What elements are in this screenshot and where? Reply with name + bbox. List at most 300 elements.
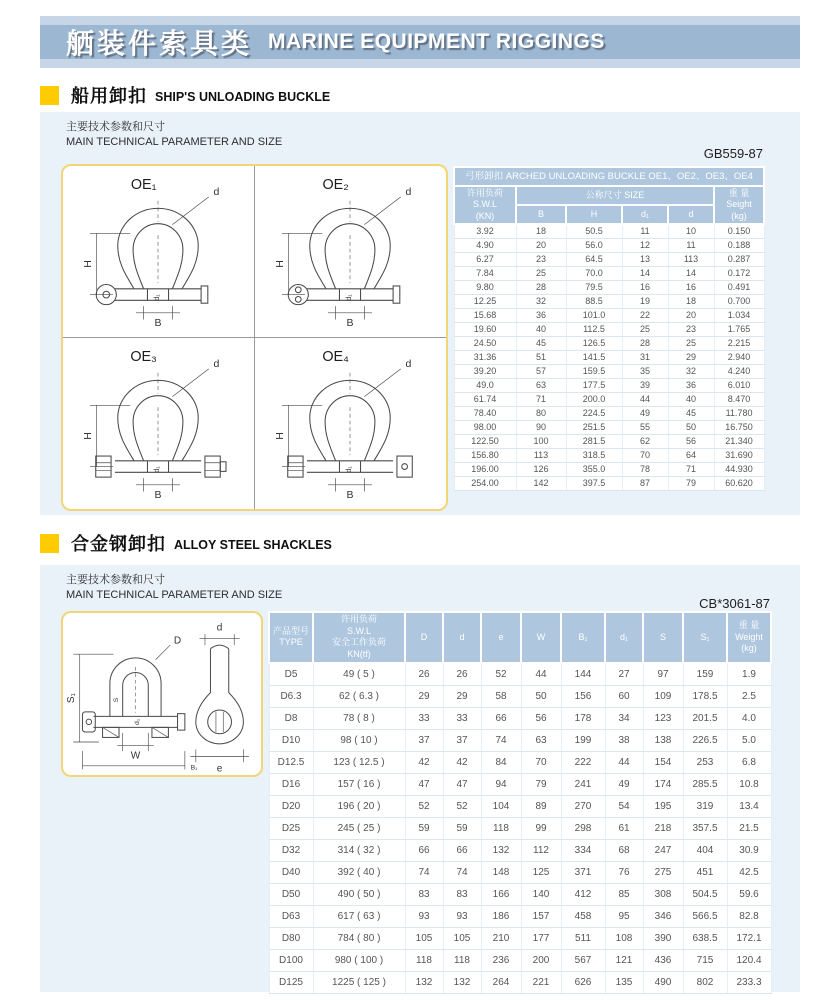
table-row <box>454 406 764 420</box>
table-cell: 105 <box>405 927 443 949</box>
table-cell: 93 <box>443 905 481 927</box>
table-row <box>454 364 764 378</box>
col-header-size-group <box>516 186 714 205</box>
table-row <box>269 949 771 971</box>
table-cell: 29 <box>668 350 714 364</box>
table-cell: 23 <box>668 322 714 336</box>
table-cell: 51 <box>516 350 566 364</box>
table-cell: 334 <box>561 839 605 861</box>
table-cell: 123 <box>643 707 683 729</box>
table-cell: 2.215 <box>714 336 764 350</box>
table-cell: 186 <box>481 905 521 927</box>
table-cell: 42 <box>405 751 443 773</box>
swl-zh: 许用负荷 <box>466 188 503 198</box>
section2-heading <box>40 530 332 556</box>
table-cell: 178 <box>561 707 605 729</box>
table-cell: 0.150 <box>714 224 764 239</box>
table-cell: 78.40 <box>454 406 516 420</box>
table-cell: 8.470 <box>714 392 764 406</box>
col-header-S: S <box>643 612 683 663</box>
table-cell: 31.36 <box>454 350 516 364</box>
table-cell: 84 <box>481 751 521 773</box>
table-cell: 196.00 <box>454 462 516 476</box>
table-cell: 42.5 <box>727 861 771 883</box>
yellow-bullet-icon <box>40 86 59 105</box>
bow-shackle-diagram-oe1 <box>67 171 249 331</box>
table-cell: 52 <box>481 663 521 686</box>
table-row <box>269 883 771 905</box>
col-header-W: W <box>521 612 561 663</box>
table-row <box>454 448 764 462</box>
table-cell: 222 <box>561 751 605 773</box>
weight-en: Seight <box>726 199 752 210</box>
table-cell: 159.5 <box>566 364 622 378</box>
table-cell: 36 <box>516 308 566 322</box>
table-cell: 122.50 <box>454 434 516 448</box>
table-cell: 112 <box>521 839 561 861</box>
table-cell: 199 <box>561 729 605 751</box>
table-cell: 148 <box>481 861 521 883</box>
section2-title-zh: 合金钢卸扣 <box>71 534 166 554</box>
table-cell: 638.5 <box>683 927 727 949</box>
table-cell: 397.5 <box>566 476 622 490</box>
table-cell: 21.5 <box>727 817 771 839</box>
table-cell: 166 <box>481 883 521 905</box>
weight-l2: Weight <box>735 631 763 642</box>
table-cell: 245 ( 25 ) <box>313 817 405 839</box>
table-cell: 113 <box>516 448 566 462</box>
table-cell: 15.68 <box>454 308 516 322</box>
table-cell: 3.92 <box>454 224 516 239</box>
table-row <box>269 817 771 839</box>
table-cell: 0.700 <box>714 294 764 308</box>
section1-title-zh: 船用卸扣 <box>71 86 147 106</box>
table-cell: 35 <box>622 364 668 378</box>
param-en: MAIN TECHNICAL PARAMETER AND SIZE <box>66 136 283 149</box>
table-cell: 10.8 <box>727 773 771 795</box>
table-cell: 118 <box>443 949 481 971</box>
table-cell: 31.690 <box>714 448 764 462</box>
swl-unit: (KN) <box>475 210 495 221</box>
table-cell: 6.27 <box>454 252 516 266</box>
table-cell: 298 <box>561 817 605 839</box>
table-row <box>269 971 771 993</box>
table-cell: 566.5 <box>683 905 727 927</box>
section2-title-en: ALLOY STEEL SHACKLES <box>174 538 332 552</box>
table-cell: 94 <box>481 773 521 795</box>
page-title-en: MARINE EQUIPMENT RIGGINGS <box>268 30 605 53</box>
table-cell: 196 ( 20 ) <box>313 795 405 817</box>
table-row <box>454 336 764 350</box>
dim-label-S1: S₁ <box>66 693 78 704</box>
table-cell: 458 <box>561 905 605 927</box>
table-cell: 392 ( 40 ) <box>313 861 405 883</box>
table-cell: 38 <box>605 729 643 751</box>
table-cell: 83 <box>405 883 443 905</box>
table-cell: 56 <box>521 707 561 729</box>
table-cell: 1.9 <box>727 663 771 686</box>
table-cell: 318.5 <box>566 448 622 462</box>
table-cell: 371 <box>561 861 605 883</box>
table-cell: 80 <box>516 406 566 420</box>
table-cell: 20 <box>516 238 566 252</box>
table-row <box>269 839 771 861</box>
table-row <box>269 729 771 751</box>
table-cell: 390 <box>643 927 683 949</box>
table-cell: 64 <box>668 448 714 462</box>
table-cell: 59.6 <box>727 883 771 905</box>
table-cell: 226.5 <box>683 729 727 751</box>
table-cell: 195 <box>643 795 683 817</box>
col-header-weight <box>714 186 764 224</box>
table-cell: 74 <box>481 729 521 751</box>
table-cell: 567 <box>561 949 605 971</box>
table-cell: D32 <box>269 839 313 861</box>
table-cell: 36 <box>668 378 714 392</box>
col-header-weight <box>727 612 771 663</box>
table-cell: 132 <box>481 839 521 861</box>
table-cell: 42 <box>443 751 481 773</box>
table-cell: 90 <box>516 420 566 434</box>
table2-body <box>269 663 771 994</box>
table-cell: 126.5 <box>566 336 622 350</box>
table-cell: 251.5 <box>566 420 622 434</box>
table-cell: 142 <box>516 476 566 490</box>
table-cell: 101.0 <box>566 308 622 322</box>
table-cell: 11 <box>668 238 714 252</box>
table-cell: 224.5 <box>566 406 622 420</box>
table-cell: 88.5 <box>566 294 622 308</box>
table-cell: 141.5 <box>566 350 622 364</box>
table-cell: 105 <box>443 927 481 949</box>
table-cell: 82.8 <box>727 905 771 927</box>
table-cell: 79 <box>521 773 561 795</box>
table-cell: 24.50 <box>454 336 516 350</box>
table-cell: 25 <box>668 336 714 350</box>
section2-panel <box>40 565 800 992</box>
table-cell: 6.010 <box>714 378 764 392</box>
table-cell: 61.74 <box>454 392 516 406</box>
table-cell: 253 <box>683 751 727 773</box>
alloy-shackle-table <box>268 611 772 994</box>
variant-label-oe1: OE₁ <box>131 177 157 194</box>
weight-zh: 重 量 <box>728 188 750 198</box>
table-cell: D16 <box>269 773 313 795</box>
diagram-cell-oe3 <box>63 338 255 510</box>
col-header-swl <box>454 186 516 224</box>
dim-label-D: D <box>173 635 182 647</box>
table-cell: 157 ( 16 ) <box>313 773 405 795</box>
table-cell: 61 <box>605 817 643 839</box>
table-cell: 27 <box>605 663 643 686</box>
section1-heading <box>40 82 330 108</box>
table-cell: 50 <box>668 420 714 434</box>
diagram-cell-oe1 <box>63 166 255 338</box>
weight-l1: 重 量 <box>738 619 760 630</box>
col-header-B: B <box>516 205 566 224</box>
table-cell: 218 <box>643 817 683 839</box>
table-cell: 156 <box>561 685 605 707</box>
table-cell: 31 <box>622 350 668 364</box>
table-cell: 59 <box>405 817 443 839</box>
table-cell: 56.0 <box>566 238 622 252</box>
table-cell: 98.00 <box>454 420 516 434</box>
type-en: TYPE <box>279 637 303 648</box>
table-cell: 52 <box>443 795 481 817</box>
table-cell: 118 <box>405 949 443 971</box>
table-cell: 201.5 <box>683 707 727 729</box>
table-cell: 19 <box>622 294 668 308</box>
col-header-d1: d₁ <box>622 205 668 224</box>
table-row <box>454 378 764 392</box>
table-cell: 26 <box>443 663 481 686</box>
table-cell: 68 <box>605 839 643 861</box>
table-cell: 71 <box>668 462 714 476</box>
table-row <box>269 905 771 927</box>
table-cell: 0.287 <box>714 252 764 266</box>
table-row <box>269 685 771 707</box>
table-cell: 99 <box>521 817 561 839</box>
table-cell: 16 <box>622 280 668 294</box>
size-en: SIZE <box>624 189 645 200</box>
table-cell: 22 <box>622 308 668 322</box>
table-cell: 6.8 <box>727 751 771 773</box>
table-cell: 504.5 <box>683 883 727 905</box>
table-cell: 357.5 <box>683 817 727 839</box>
table-cell: 19.60 <box>454 322 516 336</box>
page-title-zh: 舾装件索具类 <box>66 28 253 59</box>
variant-label-oe4: OE₄ <box>322 349 350 366</box>
table-row <box>454 420 764 434</box>
table-cell: 200 <box>521 949 561 971</box>
table-cell: D25 <box>269 817 313 839</box>
table-cell: 140 <box>521 883 561 905</box>
table-cell: 33 <box>443 707 481 729</box>
param-en: MAIN TECHNICAL PARAMETER AND SIZE <box>66 589 283 602</box>
dim-label-B1: B₁ <box>190 764 198 772</box>
table-cell: D63 <box>269 905 313 927</box>
table-cell: 120.4 <box>727 949 771 971</box>
section1-param-label <box>66 120 282 151</box>
table-row <box>269 927 771 949</box>
table-cell: 87 <box>622 476 668 490</box>
arched-buckle-table <box>453 166 765 491</box>
table-cell: 76 <box>605 861 643 883</box>
bow-shackle-diagram-oe3 <box>67 343 249 503</box>
table-cell: 18 <box>516 224 566 239</box>
table-cell: 802 <box>683 971 727 993</box>
table-cell: 44 <box>622 392 668 406</box>
weight-unit: (kg) <box>731 210 747 221</box>
table-cell: 62 <box>622 434 668 448</box>
table-cell: 18 <box>668 294 714 308</box>
table-cell: 135 <box>605 971 643 993</box>
table-cell: 25 <box>516 266 566 280</box>
section2-param-label <box>66 573 282 604</box>
table-cell: 44.930 <box>714 462 764 476</box>
shackle-diagram-box <box>61 164 448 511</box>
table-row <box>454 392 764 406</box>
table-cell: 49 <box>605 773 643 795</box>
table-cell: 32 <box>668 364 714 378</box>
table-cell: 12.25 <box>454 294 516 308</box>
table-cell: 29 <box>405 685 443 707</box>
yellow-bullet-icon <box>40 534 59 553</box>
table-cell: 178.5 <box>683 685 727 707</box>
table-cell: D40 <box>269 861 313 883</box>
table-cell: 28 <box>622 336 668 350</box>
table-cell: 70 <box>521 751 561 773</box>
table-cell: 49 ( 5 ) <box>313 663 405 686</box>
table-cell: 79.5 <box>566 280 622 294</box>
table-cell: 45 <box>668 406 714 420</box>
table-cell: 50 <box>521 685 561 707</box>
table-cell: 16.750 <box>714 420 764 434</box>
table-cell: 37 <box>443 729 481 751</box>
table-row <box>454 252 764 266</box>
table-cell: 2.940 <box>714 350 764 364</box>
table-cell: 23 <box>516 252 566 266</box>
table-row <box>269 751 771 773</box>
table-cell: 200.0 <box>566 392 622 406</box>
table-cell: 98 ( 10 ) <box>313 729 405 751</box>
table-cell: 64.5 <box>566 252 622 266</box>
table-cell: 1.034 <box>714 308 764 322</box>
dim-label-W: W <box>130 750 141 762</box>
table-cell: 2.5 <box>727 685 771 707</box>
col-header-swl <box>313 612 405 663</box>
table-cell: 45 <box>516 336 566 350</box>
table-row <box>454 434 764 448</box>
table1-header <box>454 167 764 224</box>
table-cell: 28 <box>516 280 566 294</box>
variant-label-oe2: OE₂ <box>322 177 350 194</box>
table-cell: 74 <box>405 861 443 883</box>
table-cell: 66 <box>443 839 481 861</box>
table-cell: 100 <box>516 434 566 448</box>
col-header-S1: S₁ <box>683 612 727 663</box>
table-cell: 125 <box>521 861 561 883</box>
table-cell: 14 <box>622 266 668 280</box>
weight-l3: (kg) <box>741 643 757 654</box>
dim-label-d: d <box>216 622 223 634</box>
table-row <box>269 795 771 817</box>
diagram-cell-oe2 <box>255 166 447 338</box>
table-cell: 85 <box>605 883 643 905</box>
table-cell: 177 <box>521 927 561 949</box>
col-header-H: H <box>566 205 622 224</box>
table-cell: 1225 ( 125 ) <box>313 971 405 993</box>
table1-banner: 弓形卸扣 ARCHED UNLOADING BUCKLE OE1、OE2、OE3、OE4 <box>454 167 764 186</box>
col-header-d1: d₁ <box>605 612 643 663</box>
table-cell: 30.9 <box>727 839 771 861</box>
table-cell: 29 <box>443 685 481 707</box>
dim-label-e: e <box>216 763 223 774</box>
table-cell: D125 <box>269 971 313 993</box>
table-cell: 20 <box>668 308 714 322</box>
table-cell: 78 ( 8 ) <box>313 707 405 729</box>
param-zh: 主要技术参数和尺寸 <box>66 574 165 586</box>
table-cell: 264 <box>481 971 521 993</box>
col-header-d: d <box>668 205 714 224</box>
table-cell: 74 <box>443 861 481 883</box>
table-cell: 4.240 <box>714 364 764 378</box>
table-cell: 40 <box>516 322 566 336</box>
table-row <box>454 476 764 490</box>
table-cell: 49.0 <box>454 378 516 392</box>
table-cell: 0.188 <box>714 238 764 252</box>
table-cell: D5 <box>269 663 313 686</box>
table-row <box>454 462 764 476</box>
table-cell: D10 <box>269 729 313 751</box>
swl-l3: 安全工作负荷 <box>331 637 386 648</box>
swl-en: S.W.L <box>472 199 497 210</box>
table-row <box>454 238 764 252</box>
table-cell: 97 <box>643 663 683 686</box>
table-cell: 66 <box>481 707 521 729</box>
col-header-e: e <box>481 612 521 663</box>
table-row <box>269 707 771 729</box>
table-row <box>454 308 764 322</box>
table-cell: 285.5 <box>683 773 727 795</box>
table-cell: 39 <box>622 378 668 392</box>
dim-label-d1: d₁ <box>134 718 142 725</box>
table-cell: 34 <box>605 707 643 729</box>
table-cell: 55 <box>622 420 668 434</box>
dim-label-S: S <box>113 697 121 703</box>
table-cell: 118 <box>481 817 521 839</box>
table-cell: 784 ( 80 ) <box>313 927 405 949</box>
dee-shackle-diagram-box <box>61 611 263 777</box>
table-cell: 159 <box>683 663 727 686</box>
table-cell: 57 <box>516 364 566 378</box>
table-cell: 14 <box>668 266 714 280</box>
table-cell: 156.80 <box>454 448 516 462</box>
table-row <box>454 294 764 308</box>
col-header-D: D <box>405 612 443 663</box>
table-cell: 172.1 <box>727 927 771 949</box>
table-cell: 404 <box>683 839 727 861</box>
bow-shackle-diagram-oe4 <box>259 343 441 503</box>
table-row <box>454 224 764 239</box>
standard-code-gb: GB559-87 <box>703 146 763 161</box>
table-cell: 47 <box>443 773 481 795</box>
param-zh: 主要技术参数和尺寸 <box>66 121 165 133</box>
table-cell: 59 <box>443 817 481 839</box>
table-cell: 40 <box>668 392 714 406</box>
table-cell: 54 <box>605 795 643 817</box>
table1-body <box>454 224 764 491</box>
table-cell: 60.620 <box>714 476 764 490</box>
table-cell: 121 <box>605 949 643 971</box>
bow-shackle-diagram-oe2 <box>259 171 441 331</box>
table-row <box>269 861 771 883</box>
table-cell: D8 <box>269 707 313 729</box>
table-cell: 355.0 <box>566 462 622 476</box>
table-cell: 247 <box>643 839 683 861</box>
table-cell: 1.765 <box>714 322 764 336</box>
table-cell: 177.5 <box>566 378 622 392</box>
diagram-cell-oe4 <box>255 338 447 510</box>
table-cell: 270 <box>561 795 605 817</box>
col-header-B1: B₁ <box>561 612 605 663</box>
table-cell: 436 <box>643 949 683 971</box>
table-cell: 11.780 <box>714 406 764 420</box>
table-cell: 63 <box>521 729 561 751</box>
table-cell: 104 <box>481 795 521 817</box>
table-row <box>269 663 771 686</box>
table-cell: 233.3 <box>727 971 771 993</box>
